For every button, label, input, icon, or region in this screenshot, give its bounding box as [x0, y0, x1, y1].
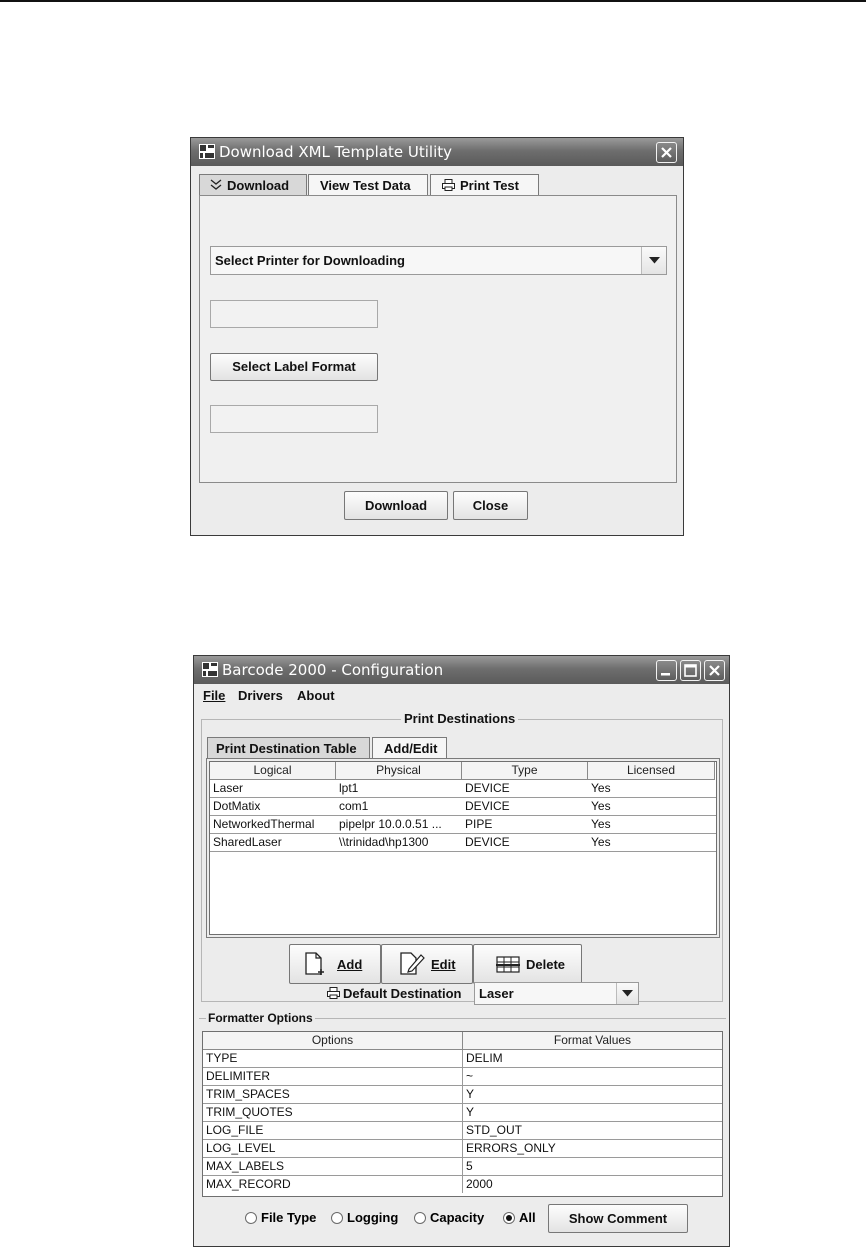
- table-cell: LOG_FILE: [203, 1122, 463, 1139]
- table-cell: Yes: [591, 835, 611, 849]
- printer-icon: [327, 987, 340, 999]
- title-bar[interactable]: [194, 656, 729, 684]
- tab-add-edit-label: Add/Edit: [384, 741, 438, 756]
- minimize-icon: [657, 661, 676, 680]
- table-cell: Y: [466, 1105, 475, 1119]
- table-cell: DEVICE: [465, 799, 510, 813]
- chevrons-down-icon: [210, 179, 222, 191]
- radio-file-type-label: File Type: [261, 1210, 317, 1225]
- table-cell: ERRORS_ONLY: [466, 1141, 556, 1155]
- table-cell: TRIM_QUOTES: [203, 1104, 463, 1121]
- table-cell: Laser: [213, 781, 244, 795]
- tab-print-destination-table-label: Print Destination Table: [216, 741, 357, 756]
- delete-button[interactable]: [473, 944, 582, 984]
- add-button-label: Add: [337, 957, 363, 972]
- table-row[interactable]: [210, 798, 716, 816]
- download-button[interactable]: Download: [344, 491, 448, 520]
- tab-add-edit[interactable]: [372, 737, 447, 758]
- formatter-options-table: [202, 1031, 723, 1197]
- menu-file[interactable]: File: [203, 688, 226, 703]
- table-row[interactable]: [203, 1176, 722, 1194]
- table-cell: LOG_LEVEL: [203, 1140, 463, 1157]
- window-title: Download XML Template Utility: [219, 143, 453, 161]
- radio-logging-label: Logging: [347, 1210, 399, 1225]
- tab-view-test-data-label: View Test Data: [320, 178, 411, 193]
- radio-all-label: All: [519, 1210, 536, 1225]
- printer-select-value: Select Printer for Downloading: [215, 253, 405, 268]
- label-format-field: [210, 405, 378, 433]
- destination-tab-panel: [206, 758, 720, 938]
- maximize-window-button[interactable]: [680, 660, 701, 681]
- default-destination-dropdown-button[interactable]: [616, 983, 638, 1004]
- destination-table: [209, 761, 717, 935]
- print-destinations-title: Print Destinations: [401, 711, 518, 726]
- select-label-format-button[interactable]: Select Label Format: [210, 353, 378, 381]
- printer-icon: [442, 179, 455, 191]
- table-cell: STD_OUT: [466, 1123, 523, 1137]
- table-row[interactable]: [203, 1140, 722, 1158]
- close-window-button[interactable]: [656, 142, 677, 163]
- delete-button-label: Delete: [526, 957, 566, 972]
- table-cell: 2000: [466, 1177, 493, 1191]
- table-row[interactable]: [210, 816, 716, 834]
- edit-button[interactable]: [381, 944, 473, 984]
- table-cell: TYPE: [203, 1050, 463, 1067]
- download-tab-panel: [199, 195, 677, 483]
- close-window-button[interactable]: [704, 660, 725, 681]
- table-cell: DotMatix: [213, 799, 261, 813]
- column-header[interactable]: Logical: [210, 762, 336, 780]
- table-row[interactable]: [203, 1086, 722, 1104]
- table-cell: MAX_RECORD: [203, 1176, 463, 1193]
- radio-file-type-indicator[interactable]: [245, 1212, 257, 1224]
- tab-print-test-label: Print Test: [460, 178, 519, 193]
- table-cell: MAX_LABELS: [203, 1158, 463, 1175]
- table-row[interactable]: [203, 1158, 722, 1176]
- tab-view-test-data[interactable]: [308, 174, 428, 195]
- table-cell: DEVICE: [465, 781, 510, 795]
- table-cell: \\trinidad\hp1300: [339, 835, 429, 849]
- table-cell: Y: [466, 1087, 475, 1101]
- table-cell: Yes: [591, 799, 611, 813]
- window-title: Barcode 2000 - Configuration: [222, 661, 444, 679]
- table-row[interactable]: [203, 1050, 722, 1068]
- table-cell: ~: [466, 1069, 474, 1083]
- radio-capacity-label: Capacity: [430, 1210, 485, 1225]
- chevron-down-icon: [649, 257, 660, 264]
- close-button[interactable]: Close: [453, 491, 528, 520]
- table-cell: DELIMITER: [203, 1068, 463, 1085]
- table-row[interactable]: [210, 780, 716, 798]
- table-cell: Yes: [591, 781, 611, 795]
- maximize-icon: [681, 661, 700, 680]
- column-header[interactable]: Options: [203, 1032, 463, 1050]
- default-destination-select[interactable]: [474, 982, 639, 1005]
- menu-about[interactable]: About: [297, 688, 335, 703]
- table-cell: NetworkedThermal: [213, 817, 315, 831]
- close-icon: [657, 143, 676, 162]
- delete-table-icon: [496, 956, 520, 974]
- column-header[interactable]: Type: [462, 762, 588, 780]
- printer-select[interactable]: [210, 246, 667, 275]
- minimize-window-button[interactable]: [656, 660, 677, 681]
- table-cell: pipelpr 10.0.0.51 ...: [339, 817, 442, 831]
- tab-print-destination-table[interactable]: [207, 737, 370, 758]
- table-cell: DEVICE: [465, 835, 510, 849]
- menu-bar: [194, 685, 729, 705]
- table-cell: SharedLaser: [213, 835, 282, 849]
- app-logo-icon: [199, 144, 215, 159]
- table-cell: lpt1: [339, 781, 359, 795]
- table-row[interactable]: [203, 1068, 722, 1086]
- table-row[interactable]: [203, 1122, 722, 1140]
- formatter-options-title: Formatter Options: [208, 1011, 313, 1025]
- chevron-down-icon: [622, 990, 633, 997]
- show-comment-button[interactable]: Show Comment: [548, 1204, 688, 1233]
- column-header[interactable]: Format Values: [463, 1032, 722, 1050]
- print-destinations-group: [201, 711, 723, 1002]
- table-cell: 5: [466, 1159, 473, 1173]
- app-logo-icon: [202, 662, 218, 677]
- barcode-configuration-window: [193, 655, 730, 1247]
- tab-download-label: Download: [227, 178, 290, 193]
- download-xml-template-window: [190, 137, 684, 536]
- add-document-icon: [304, 952, 326, 976]
- tab-download[interactable]: [199, 174, 307, 195]
- selected-printer-field: [210, 300, 378, 328]
- default-destination-label: Default Destination: [343, 986, 462, 1001]
- table-row[interactable]: [203, 1104, 722, 1122]
- table-cell: com1: [339, 799, 369, 813]
- add-button[interactable]: [289, 944, 381, 984]
- table-cell: Yes: [591, 817, 611, 831]
- table-row[interactable]: [210, 834, 716, 852]
- column-header[interactable]: Licensed: [588, 762, 715, 780]
- edit-document-icon: [399, 952, 425, 976]
- table-cell: PIPE: [465, 817, 493, 831]
- menu-drivers[interactable]: Drivers: [238, 688, 283, 703]
- table-cell: DELIM: [466, 1051, 503, 1065]
- printer-select-dropdown-button[interactable]: [641, 247, 666, 274]
- radio-capacity-indicator[interactable]: [414, 1212, 426, 1224]
- table-cell: TRIM_SPACES: [203, 1086, 463, 1103]
- radio-logging-indicator[interactable]: [331, 1212, 343, 1224]
- title-bar[interactable]: [191, 138, 683, 166]
- edit-button-label: Edit: [431, 957, 456, 972]
- page-top-rule: [0, 0, 866, 2]
- close-icon: [705, 661, 724, 680]
- radio-all-indicator[interactable]: [503, 1212, 515, 1224]
- column-header[interactable]: Physical: [336, 762, 462, 780]
- tab-print-test[interactable]: [430, 174, 539, 195]
- default-destination-value: Laser: [479, 986, 514, 1001]
